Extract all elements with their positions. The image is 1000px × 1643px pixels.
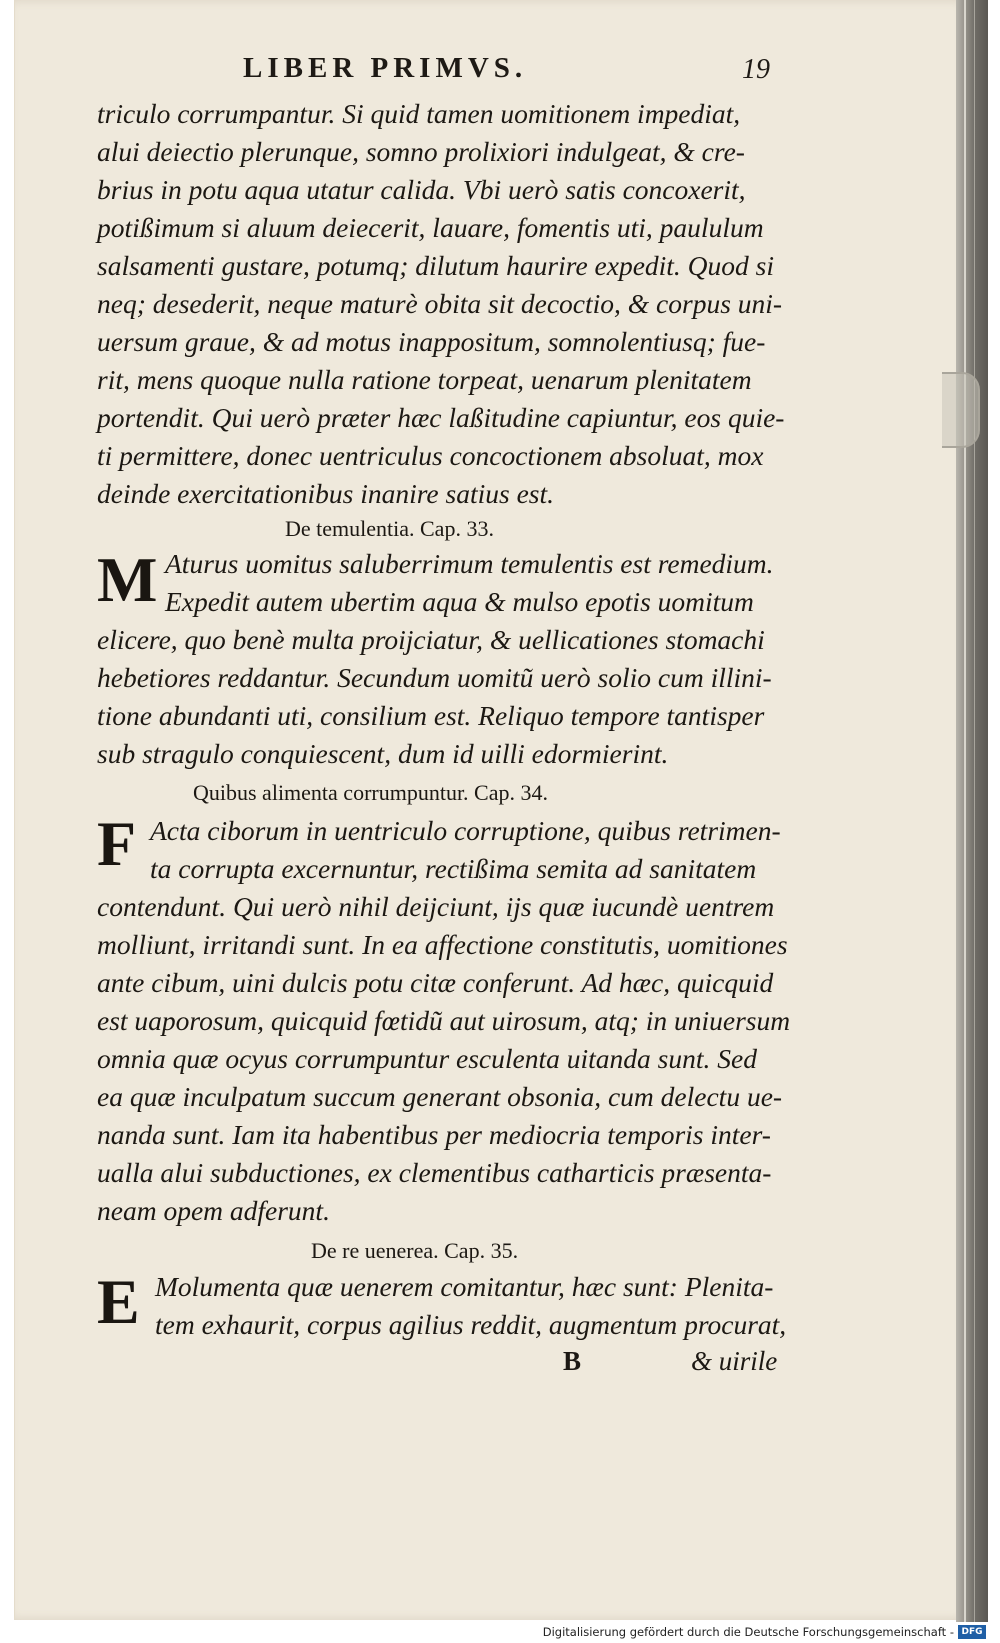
text-line: portendit. Qui uerò præter hæc laßitudine capiuntur, eos quie- [97,402,785,433]
text-line: neam opem adferunt. [97,1195,330,1226]
text-line: potißimum si aluum deiecerit, lauare, fomentis uti, paululum [97,212,764,243]
text-line: Aturus uomitus saluberrimum temulentis est remedium. [165,548,774,579]
page-header [15,52,970,92]
text-line: ti permittere, donec uentriculus concoctionem absoluat, mox [97,440,764,471]
drop-initial: E [97,1266,140,1337]
dfg-logo: DFG [958,1625,986,1639]
page-clip-mark [942,372,980,448]
page-edge [956,0,988,1622]
footer-bar [0,1622,1000,1643]
text-line: salsamenti gustare, potumq; dilutum haurire expedit. Quod si [97,250,775,281]
text-line: ta corrupta excernuntur, rectißima semita ad sanitatem [150,853,757,884]
text-line: nanda sunt. Iam ita habentibus per mediocria temporis inter- [97,1119,771,1150]
text-line: ea quæ inculpatum succum generant obsonia, cum delectu ue- [97,1081,783,1112]
chapter-heading: Quibus alimenta corrumpuntur. Cap. 34. [193,780,548,805]
text-line: sub stragulo conquiescent, dum id uilli edormierint. [97,738,669,769]
text-line: tione abundanti uti, consilium est. Reliquo tempore tantisper [97,700,765,731]
text-line: ualla alui subductiones, ex clementibus catharticis præsenta- [97,1157,772,1188]
drop-initial: F [97,808,137,879]
text-line: Expedit autem ubertim aqua & mulso epotis uomitum [165,586,754,617]
text-line: triculo corrumpantur. Si quid tamen uomitionem impediat, [97,98,741,129]
chapter-heading: De temulentia. Cap. 33. [285,516,494,541]
text-line: omnia quæ ocyus corrumpuntur esculenta uitanda sunt. Sed [97,1043,757,1074]
text-line: est uaporosum, quicquid fœtidũ aut uirosum, atq; in uniuersum [97,1005,791,1036]
text-line: tem exhaurit, corpus agilius reddit, augmentum procurat, [155,1309,787,1340]
folio-number: 19 [742,54,770,85]
text-line: contendunt. Qui uerò nihil deijciunt, ijs quæ iucundè uentrem [97,891,775,922]
text-line: Acta ciborum in uentriculo corruptione, quibus retrimen- [150,815,781,846]
text-line: ante cibum, uini dulcis potu citæ conferunt. Ad hæc, quicquid [97,967,774,998]
text-line: uersum graue, & ad motus inappositum, somnolentiusq; fue- [97,326,766,357]
text-line: brius in potu aqua utatur calida. Vbi uerò satis concoxerit, [97,174,746,205]
text-line: rit, mens quoque nulla ratione torpeat, uenarum plenitatem [97,364,752,395]
text-line: neq; desederit, neque maturè obita sit decoctio, & corpus uni- [97,288,783,319]
text-line: hebetiores reddantur. Secundum uomitũ uerò solio cum illini- [97,662,772,693]
running-head: LIBER PRIMVS. [243,52,528,84]
text-line: elicere, quo benè multa proijciatur, & uellicationes stomachi [97,624,765,655]
catchword: & uirile [691,1346,778,1376]
text-line: Molumenta quæ uenerem comitantur, hæc sunt: Plenita- [155,1271,774,1302]
drop-initial: M [97,544,158,615]
signature-mark: B [563,1346,582,1376]
text-line: deinde exercitationibus inanire satius est. [97,478,554,509]
text-line: alui deiectio plerunque, somno prolixiori indulgeat, & cre- [97,136,745,167]
book-page [14,0,970,1620]
footer-credit: Digitalisierung gefördert durch die Deutsche Forschungsgemeinschaft - [542,1625,954,1639]
chapter-heading: De re uenerea. Cap. 35. [311,1238,519,1263]
text-line: molliunt, irritandi sunt. In ea affectione constitutis, uomitiones [97,929,788,960]
